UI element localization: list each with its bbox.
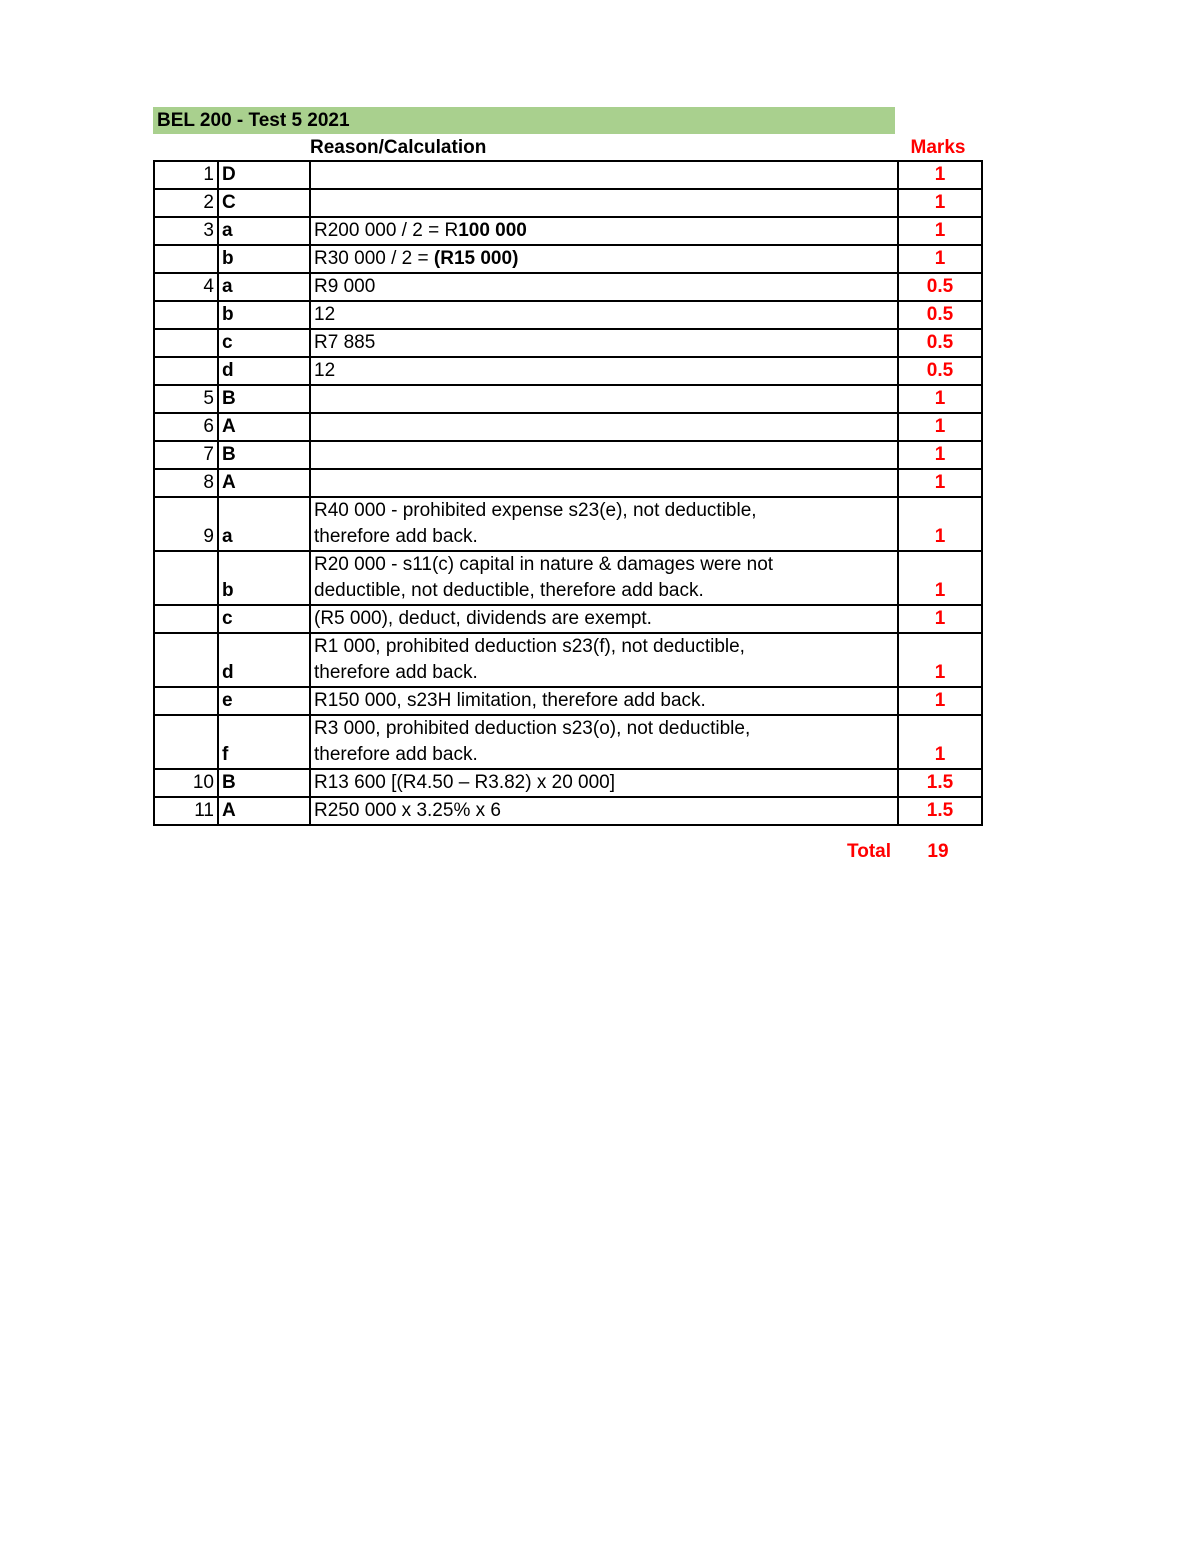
reason-cell: [310, 189, 898, 217]
question-number: [154, 715, 218, 769]
reason-line: therefore add back.: [314, 526, 478, 547]
table-row: [154, 161, 982, 189]
header-reason: Reason/Calculation: [310, 137, 487, 158]
answer-part: a: [218, 217, 310, 245]
question-number: [154, 329, 218, 357]
table-row: [154, 687, 982, 715]
reason-line: R40 000 - prohibited expense s23(e), not deductible,: [314, 500, 757, 521]
reason-line: R3 000, prohibited deduction s23(o), not deductible,: [314, 718, 751, 739]
answer-part: B: [218, 441, 310, 469]
reason-cell: [310, 217, 898, 245]
table-row: [154, 441, 982, 469]
mark-value: 1: [898, 605, 982, 633]
mark-value: 1: [898, 245, 982, 273]
mark-value: 1.5: [898, 797, 982, 825]
table-row: [154, 189, 982, 217]
mark-value: 1: [898, 385, 982, 413]
table-row: [154, 797, 982, 825]
question-number: [154, 551, 218, 605]
reason-cell: [310, 441, 898, 469]
reason-answer: (R15 000): [433, 248, 519, 269]
reason-line: [314, 218, 894, 244]
table-row: [154, 217, 982, 245]
answer-part: d: [218, 357, 310, 385]
answer-part: b: [218, 245, 310, 273]
reason-line: therefore add back.: [314, 662, 478, 683]
mark-value: 1: [898, 161, 982, 189]
mark-value: 1: [898, 441, 982, 469]
reason-line: [314, 246, 894, 272]
reason-cell: [310, 301, 898, 329]
answer-part: c: [218, 329, 310, 357]
mark-value: 1: [898, 413, 982, 441]
question-number: 5: [154, 385, 218, 413]
table-row: [154, 769, 982, 797]
answer-part: A: [218, 469, 310, 497]
mark-value: 1: [898, 687, 982, 715]
mark-value: 1: [898, 469, 982, 497]
reason-line: R250 000 x 3.25% x 6: [314, 800, 501, 821]
question-number: [154, 301, 218, 329]
reason-cell: [310, 605, 898, 633]
answer-part: A: [218, 413, 310, 441]
answer-part: D: [218, 161, 310, 189]
reason-cell: [310, 357, 898, 385]
question-number: 10: [154, 769, 218, 797]
reason-line: (R5 000), deduct, dividends are exempt.: [314, 608, 652, 629]
question-number: 1: [154, 161, 218, 189]
reason-cell: [310, 551, 898, 605]
answer-part: B: [218, 385, 310, 413]
mark-value: 1: [898, 551, 982, 605]
reason-text: R200 000 / 2 = R: [314, 220, 459, 241]
answer-part: f: [218, 715, 310, 769]
sheet-title: BEL 200 - Test 5 2021: [153, 107, 895, 134]
answer-part: a: [218, 273, 310, 301]
question-number: [154, 687, 218, 715]
table-row: [154, 715, 982, 769]
answers-table: [153, 160, 983, 826]
answer-part: b: [218, 301, 310, 329]
answer-part: a: [218, 497, 310, 551]
reason-text: R30 000 / 2 =: [314, 248, 434, 269]
reason-line: R20 000 - s11(c) capital in nature & damages were not: [314, 554, 774, 575]
answer-part: d: [218, 633, 310, 687]
answer-part: A: [218, 797, 310, 825]
reason-cell: [310, 715, 898, 769]
reason-line: 12: [314, 304, 336, 325]
reason-cell: [310, 245, 898, 273]
reason-cell: [310, 413, 898, 441]
table-row: [154, 301, 982, 329]
mark-value: 1.5: [898, 769, 982, 797]
reason-cell: [310, 329, 898, 357]
table-row: [154, 329, 982, 357]
reason-line: therefore add back.: [314, 744, 478, 765]
mark-value: 0.5: [898, 273, 982, 301]
reason-line: R150 000, s23H limitation, therefore add back.: [314, 690, 706, 711]
mark-value: 0.5: [898, 301, 982, 329]
question-number: 8: [154, 469, 218, 497]
reason-cell: [310, 633, 898, 687]
question-number: [154, 357, 218, 385]
reason-line: R1 000, prohibited deduction s23(f), not deductible,: [314, 636, 745, 657]
question-number: 3: [154, 217, 218, 245]
column-headers: [153, 136, 977, 160]
question-number: 7: [154, 441, 218, 469]
reason-cell: [310, 161, 898, 189]
reason-cell: [310, 687, 898, 715]
question-number: [154, 633, 218, 687]
table-row: [154, 357, 982, 385]
answer-part: C: [218, 189, 310, 217]
reason-cell: [310, 797, 898, 825]
reason-line: R7 885: [314, 332, 376, 353]
answer-part: b: [218, 551, 310, 605]
reason-line: 12: [314, 360, 336, 381]
table-row: [154, 245, 982, 273]
answer-part: B: [218, 769, 310, 797]
reason-answer: 100 000: [458, 220, 527, 241]
answer-part: c: [218, 605, 310, 633]
header-marks: Marks: [910, 137, 966, 158]
mark-value: 0.5: [898, 329, 982, 357]
answer-part: e: [218, 687, 310, 715]
reason-line: R9 000: [314, 276, 376, 297]
question-number: 11: [154, 797, 218, 825]
reason-line: R13 600 [(R4.50 – R3.82) x 20 000]: [314, 772, 616, 793]
reason-cell: [310, 497, 898, 551]
mark-value: 1: [898, 633, 982, 687]
mark-value: 1: [898, 189, 982, 217]
question-number: 9: [154, 497, 218, 551]
reason-cell: [310, 769, 898, 797]
table-row: [154, 551, 982, 605]
table-row: [154, 273, 982, 301]
table-row: [154, 469, 982, 497]
question-number: [154, 245, 218, 273]
question-number: 4: [154, 273, 218, 301]
table-row: [154, 385, 982, 413]
table-row: [154, 497, 982, 551]
table-row: [154, 633, 982, 687]
total-row: [153, 841, 977, 867]
mark-value: 1: [898, 497, 982, 551]
question-number: 6: [154, 413, 218, 441]
table-row: [154, 605, 982, 633]
reason-line: deductible, not deductible, therefore add back.: [314, 580, 704, 601]
mark-value: 1: [898, 217, 982, 245]
mark-value: 1: [898, 715, 982, 769]
mark-value: 0.5: [898, 357, 982, 385]
total-value: 19: [927, 841, 949, 862]
table-row: [154, 413, 982, 441]
reason-cell: [310, 273, 898, 301]
question-number: 2: [154, 189, 218, 217]
reason-cell: [310, 385, 898, 413]
total-label: Total: [847, 841, 891, 862]
reason-cell: [310, 469, 898, 497]
question-number: [154, 605, 218, 633]
